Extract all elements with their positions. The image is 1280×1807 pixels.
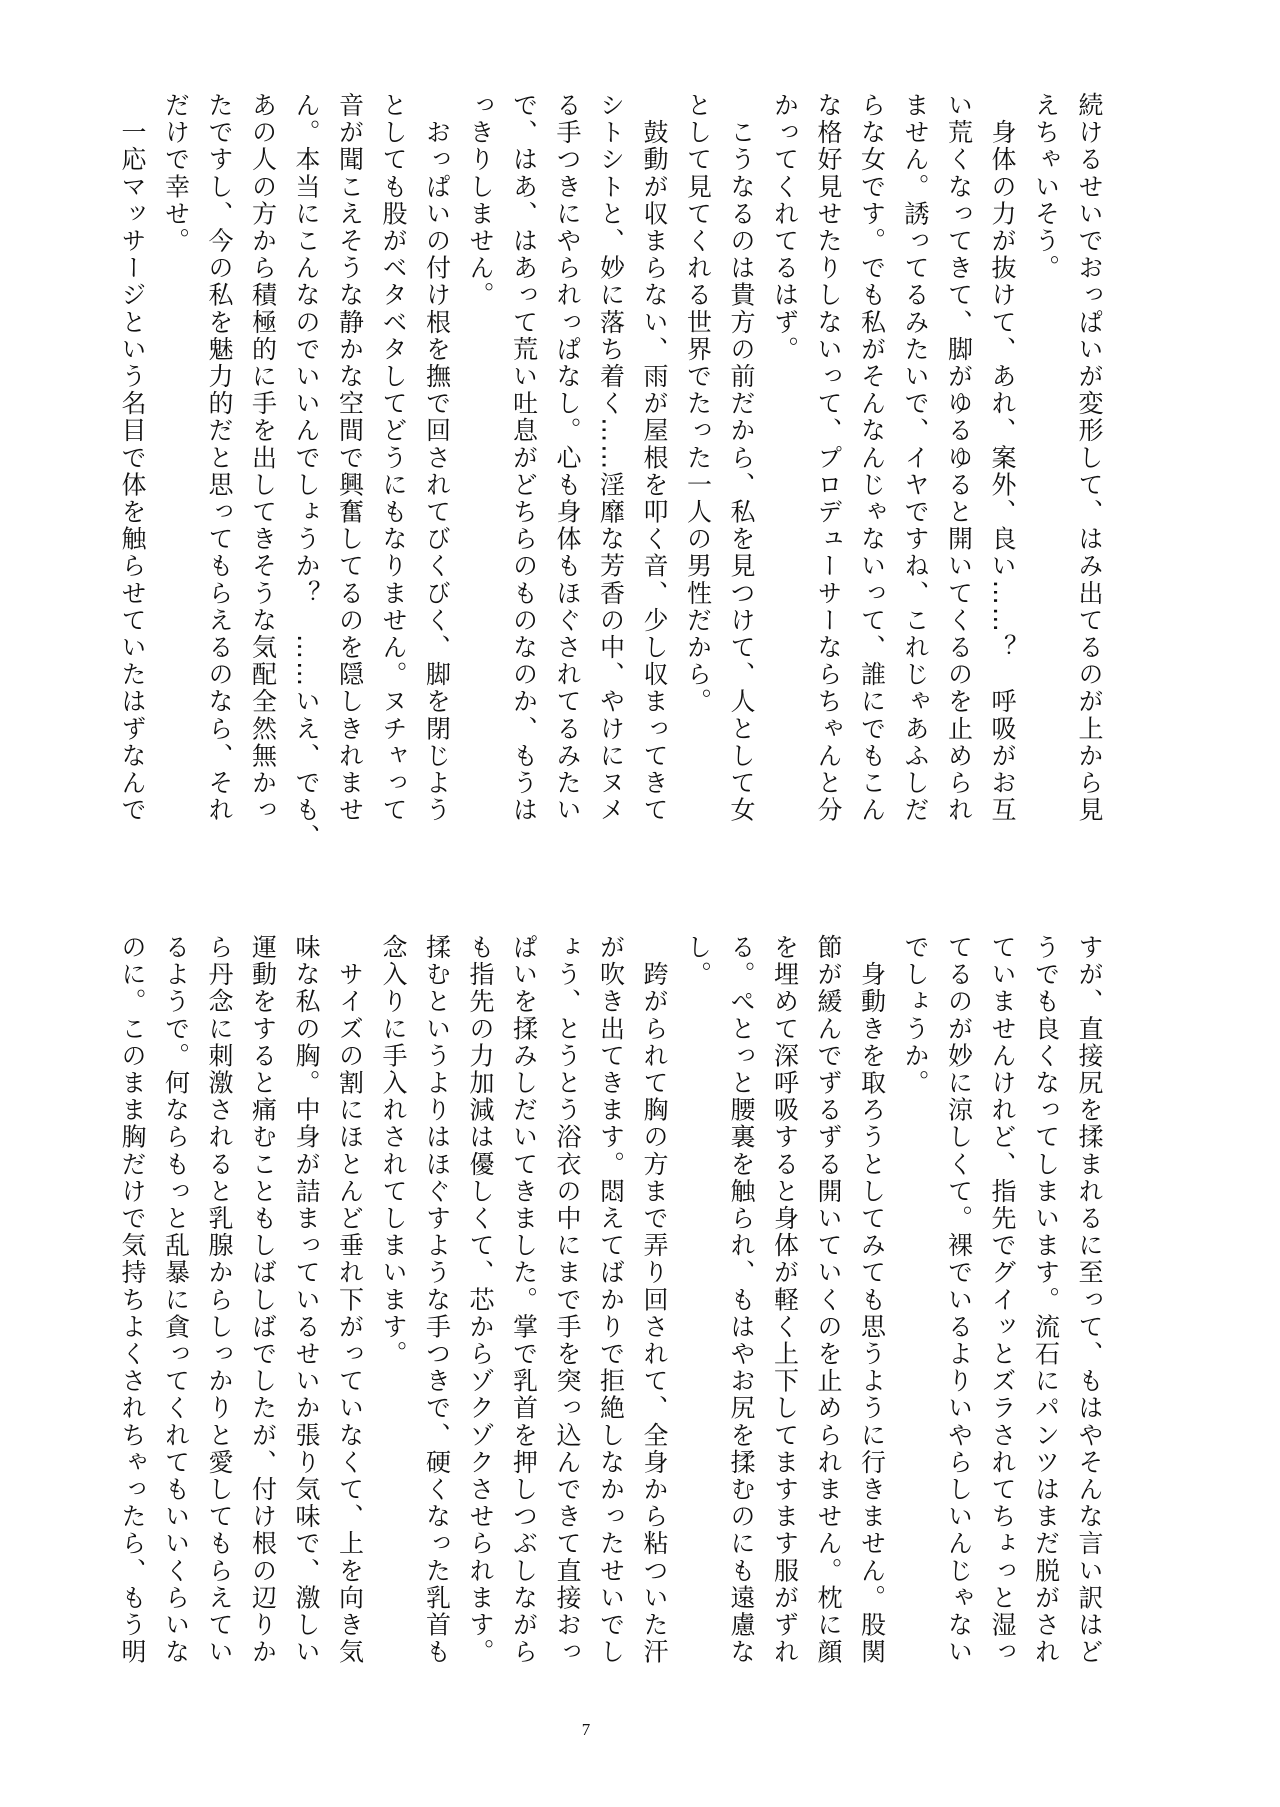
text-column: でしょうか。 bbox=[901, 934, 930, 1097]
text-column: あの人の方から積極的に手を出してきそうな気配全然無かっ bbox=[248, 92, 278, 824]
text-column: る。ぺとっと腰裏を触られ、もはやお尻を揉むのにも遠慮な bbox=[727, 934, 756, 1666]
text-column: っきりしません。 bbox=[466, 92, 495, 309]
text-column: で、はあ、はあって荒い吐息がどちらのものなのか、もうは bbox=[509, 92, 539, 824]
text-column: うでも良くなってしまいます。流石にパンツはまだ脱がされ bbox=[1031, 934, 1061, 1666]
text-column: すが、直接尻を揉まれるに至って、もはやそんな言い訳はど bbox=[1075, 934, 1104, 1666]
text-column: も指先の力加減は優しくて、芯からゾクゾクさせられます。 bbox=[466, 934, 495, 1666]
text-column: 続けるせいでおっぱいが変形して、はみ出てるのが上から見 bbox=[1075, 92, 1104, 824]
text-column: が吹き出てきます。悶えてばかりで拒絶しなかったせいでし bbox=[596, 934, 626, 1666]
text-column: ていませんけれど、指先でグイッとズラされてちょっと湿っ bbox=[988, 934, 1017, 1666]
text-column: こうなるのは貴方の前だから、私を見つけて、人として女 bbox=[727, 92, 756, 824]
text-column: ん。本当にこんなのでいいんでしょうか？ ……いえ、でも、 bbox=[292, 92, 321, 851]
text-column: てるのが妙に涼しくて。裸でいるよりいやらしいんじゃない bbox=[944, 934, 974, 1666]
text-column: 身体の力が抜けて、あれ、案外、良い……？ 呼吸がお互 bbox=[988, 92, 1017, 824]
text-column: る手つきにやられっぱなし。心も身体もほぐされてるみたい bbox=[553, 92, 582, 824]
text-column: かってくれてるはず。 bbox=[770, 92, 800, 363]
text-column: らな女です。でも私がそんなんじゃないって、誰にでもこん bbox=[857, 92, 887, 824]
text-column: ょう、とうとう浴衣の中にまで手を突っ込んできて直接おっ bbox=[553, 934, 582, 1666]
text-column: シトシトと、妙に落ち着く……淫靡な芳香の中、やけにヌメ bbox=[596, 92, 626, 824]
text-column: 節が緩んでずるずる開いていくのを止められません。枕に顔 bbox=[814, 934, 843, 1666]
text-column: ら丹念に刺激されると乳腺からしっかりと愛してもらえてい bbox=[205, 934, 234, 1666]
page-number: 7 bbox=[581, 1720, 591, 1739]
text-column: るようで。何ならもっと乱暴に貪ってくれてもいいくらいな bbox=[161, 934, 191, 1666]
text-column: 跨がられて胸の方まで弄り回されて、全身から粘ついた汗 bbox=[640, 934, 669, 1666]
text-column: い荒くなってきて、脚がゆるゆると開いてくるのを止められ bbox=[944, 92, 974, 824]
text-column: し。 bbox=[683, 934, 713, 989]
text-block-lower bbox=[108, 934, 1111, 1679]
text-block-upper bbox=[108, 92, 1111, 851]
text-column: 鼓動が収まらない、雨が屋根を叩く音、少し収まってきて bbox=[640, 92, 669, 824]
text-column: たですし、今の私を魅力的だと思ってもらえるのなら、それ bbox=[205, 92, 234, 824]
text-column: な格好見せたりしないって、プロデューサーならちゃんと分 bbox=[814, 92, 843, 824]
text-column: 味な私の胸。中身が詰まっているせいか張り気味で、激しい bbox=[292, 934, 321, 1666]
text-column: 運動をすると痛むこともしばしばでしたが、付け根の辺りか bbox=[248, 934, 278, 1666]
text-column: サイズの割にほとんど垂れ下がっていなくて、上を向き気 bbox=[335, 934, 365, 1666]
text-column: 身動きを取ろうとしてみても思うように行きません。股関 bbox=[857, 934, 887, 1666]
text-column: だけで幸せ。 bbox=[161, 92, 191, 255]
text-column: として見てくれる世界でたった一人の男性だから。 bbox=[683, 92, 713, 716]
text-column: えちゃいそう。 bbox=[1031, 92, 1061, 282]
text-column: としても股がベタベタしてどうにもなりません。ヌチャって bbox=[379, 92, 408, 824]
text-column: ぱいを揉みしだいてきました。掌で乳首を押しつぶしながら bbox=[509, 934, 539, 1666]
text-column: ません。誘ってるみたいで、イヤですね、これじゃあふしだ bbox=[901, 92, 930, 824]
text-column: おっぱいの付け根を撫で回されてびくびく、脚を閉じよう bbox=[422, 92, 452, 824]
text-column: 一応マッサージという名目で体を触らせていたはずなんで bbox=[118, 92, 147, 824]
text-column: 音が聞こえそうな静かな空間で興奮してるのを隠しきれませ bbox=[335, 92, 365, 824]
text-column: を埋めて深呼吸すると身体が軽く上下してますます服がずれ bbox=[770, 934, 800, 1666]
text-column: 揉むというよりはほぐすような手つきで、硬くなった乳首も bbox=[422, 934, 452, 1666]
text-column: のに。このまま胸だけで気持ちよくされちゃったら、もう明 bbox=[118, 934, 147, 1666]
text-column: 念入りに手入れされてしまいます。 bbox=[379, 934, 408, 1368]
